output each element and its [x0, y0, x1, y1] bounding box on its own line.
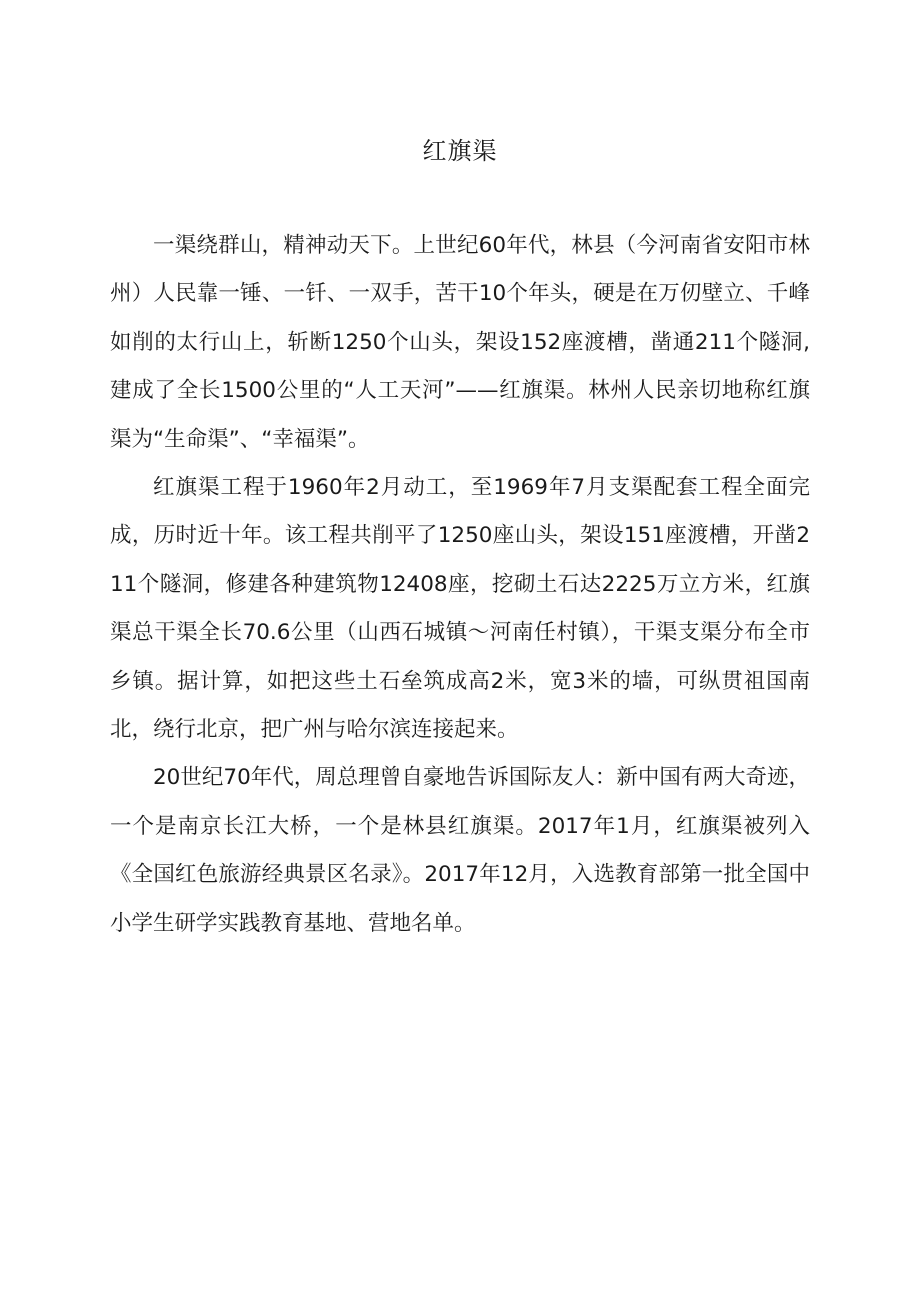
paragraph-2: 红旗渠工程于1960年2月动工，至1969年7月支渠配套工程全面完成，历时近十年。该工程共削平了1250座山头，架设151座渡槽，开凿211个隧洞，修建各种建筑物12408座，挖砌土石达2225万立方米，红旗渠总干渠全长70.6公里（山西石城镇～河南任村镇），干渠支渠分布全市乡镇。据计算，如把这些土石垒筑成高2米，宽3米的墙，可纵贯祖国南北，绕行北京，把广州与哈尔滨连接起来。 — [110, 475, 810, 743]
document-title: 红旗渠 — [422, 137, 498, 165]
document-body — [110, 222, 810, 948]
paragraph-3: 20世纪70年代，周总理曾自豪地告诉国际友人：新中国有两大奇迹，一个是南京长江大桥，一个是林县红旗渠。2017年1月，红旗渠被列入《全国红色旅游经典景区名录》。2017年12月，入选教育部第一批全国中小学生研学实践教育基地、营地名单。 — [110, 765, 810, 936]
paragraph-1: 一渠绕群山，精神动天下。上世纪60年代，林县（今河南省安阳市林州）人民靠一锤、一钎、一双手，苦干10个年头，硬是在万仞壁立、千峰如削的太行山上，斩断1250个山头，架设152座渡槽，凿通211个隧洞, 建成了全长1500公里的“人工天河”——红旗渠。林州人民亲切地称红旗渠为“生命渠”、“幸福渠”。 — [110, 233, 810, 452]
